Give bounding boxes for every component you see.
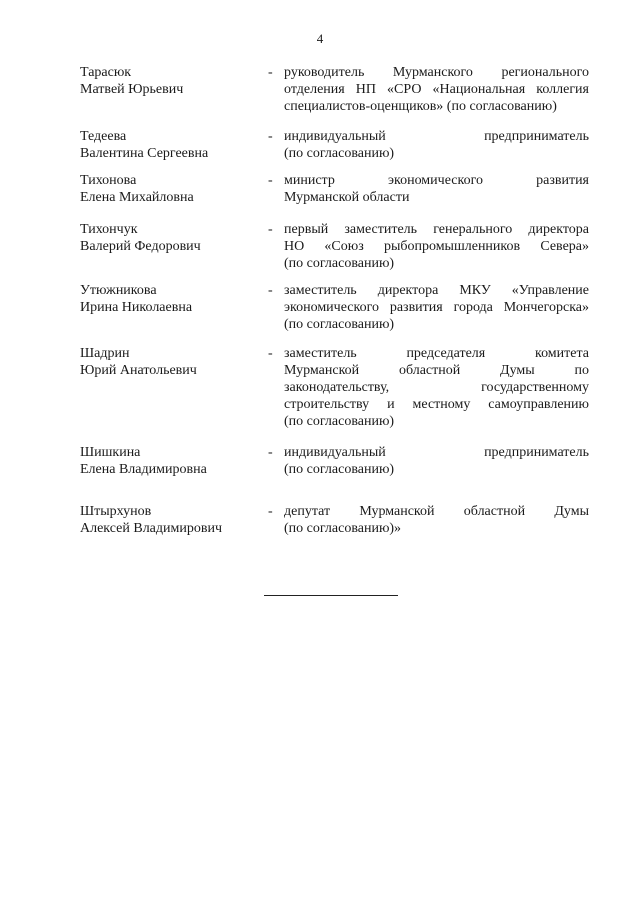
member-given-name: Матвей Юрьевич	[80, 82, 184, 97]
role-line: первый заместитель генерального директора	[284, 222, 589, 237]
member-surname: Тихонова	[80, 173, 137, 188]
member-name	[80, 128, 270, 162]
member-name	[80, 64, 270, 98]
dash-separator: -	[268, 222, 273, 237]
member-role	[284, 503, 589, 537]
dash-separator: -	[268, 129, 273, 144]
member-given-name: Валерий Федорович	[80, 239, 201, 254]
member-role	[284, 128, 589, 162]
role-line: строительству и местному самоуправлению	[284, 397, 589, 412]
member-surname: Тихончук	[80, 222, 138, 237]
member-given-name: Елена Михайловна	[80, 190, 194, 205]
dash-separator: -	[268, 283, 273, 298]
member-role	[284, 172, 589, 206]
dash-separator: -	[268, 173, 273, 188]
member-name	[80, 282, 270, 316]
dash-separator: -	[268, 346, 273, 361]
page-number: 4	[316, 31, 324, 46]
role-line: Мурманской области	[284, 190, 410, 205]
end-of-document-rule	[264, 595, 398, 596]
dash-separator: -	[268, 65, 273, 80]
role-line: отделения НП «СРО «Национальная коллегия	[284, 82, 589, 97]
role-line: индивидуальный предприниматель	[284, 445, 589, 460]
role-line: (по согласованию)	[284, 146, 395, 161]
role-line: специалистов-оценщиков» (по согласованию)	[284, 99, 557, 114]
member-name	[80, 172, 270, 206]
member-name	[80, 221, 270, 255]
role-line: заместитель председателя комитета	[284, 346, 589, 361]
member-name	[80, 444, 270, 478]
member-surname: Штырхунов	[80, 504, 152, 519]
member-surname: Тарасюк	[80, 65, 132, 80]
role-line: (по согласованию)	[284, 414, 395, 429]
role-line: заместитель директора МКУ «Управление	[284, 283, 589, 298]
dash-separator: -	[268, 504, 273, 519]
member-given-name: Валентина Сергеевна	[80, 146, 209, 161]
role-line: Мурманской областной Думы по	[284, 363, 589, 378]
member-surname: Шадрин	[80, 346, 130, 361]
role-line: министр экономического развития	[284, 173, 589, 188]
role-line: законодательству, государственному	[284, 380, 589, 395]
role-line: (по согласованию)	[284, 256, 395, 271]
member-role	[284, 64, 589, 115]
member-name	[80, 345, 270, 379]
role-line: индивидуальный предприниматель	[284, 129, 589, 144]
role-line: (по согласованию)»	[284, 521, 402, 536]
member-role	[284, 282, 589, 333]
member-given-name: Алексей Владимирович	[80, 521, 223, 536]
member-role	[284, 221, 589, 272]
member-name	[80, 503, 270, 537]
member-surname: Утюжникова	[80, 283, 157, 298]
member-given-name: Юрий Анатольевич	[80, 363, 197, 378]
member-given-name: Елена Владимировна	[80, 462, 207, 477]
role-line: (по согласованию)	[284, 317, 395, 332]
member-role	[284, 444, 589, 478]
member-given-name: Ирина Николаевна	[80, 300, 193, 315]
member-surname: Тедеева	[80, 129, 127, 144]
dash-separator: -	[268, 445, 273, 460]
role-line: НО «Союз рыбопромышленников Севера»	[284, 239, 589, 254]
member-surname: Шишкина	[80, 445, 141, 460]
role-line: депутат Мурманской областной Думы	[284, 504, 589, 519]
role-line: экономического развития города Мончегорска»	[284, 300, 589, 315]
role-line: руководитель Мурманского регионального	[284, 65, 589, 80]
role-line: (по согласованию)	[284, 462, 395, 477]
member-role	[284, 345, 589, 430]
